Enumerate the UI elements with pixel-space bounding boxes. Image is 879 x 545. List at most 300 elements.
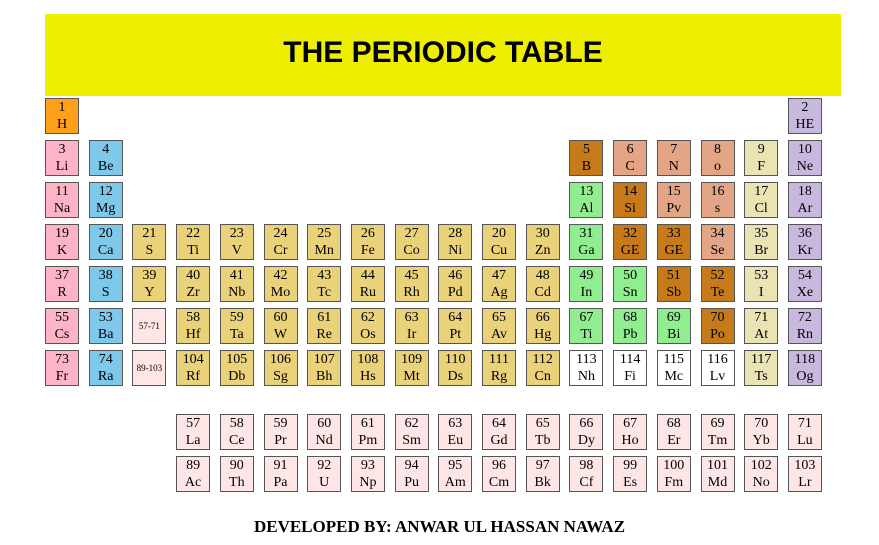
atomic-number: 23 — [229, 226, 244, 241]
element-symbol: Mc — [664, 369, 684, 384]
element-cell — [438, 308, 472, 344]
atomic-number: 62 — [360, 310, 375, 325]
element-cell — [788, 266, 822, 302]
element-symbol: Am — [444, 475, 466, 490]
element-cell — [176, 414, 210, 450]
element-symbol: o — [714, 159, 721, 174]
atomic-number: 2 — [801, 100, 809, 115]
element-symbol: Ir — [406, 327, 417, 342]
atomic-number: 106 — [270, 352, 291, 367]
element-cell — [220, 350, 254, 386]
element-symbol: Er — [667, 433, 681, 448]
element-cell — [438, 224, 472, 260]
element-cell — [351, 350, 385, 386]
element-cell — [744, 140, 778, 176]
atomic-number: 91 — [273, 458, 288, 473]
element-symbol: Hf — [185, 327, 201, 342]
element-symbol: s — [714, 201, 721, 216]
element-symbol: Y — [144, 285, 155, 300]
element-cell — [482, 414, 516, 450]
element-cell — [701, 266, 735, 302]
element-symbol: Eu — [447, 433, 464, 448]
element-symbol: Ne — [796, 159, 814, 174]
atomic-number: 15 — [666, 184, 681, 199]
element-cell — [220, 266, 254, 302]
atomic-number: 110 — [445, 352, 466, 367]
element-symbol: Rf — [186, 369, 201, 384]
element-cell — [307, 224, 341, 260]
element-symbol: Re — [316, 327, 332, 342]
element-symbol: U — [319, 475, 330, 490]
atomic-number: 26 — [360, 226, 375, 241]
element-symbol: Sm — [402, 433, 421, 448]
atomic-number: 1 — [58, 100, 66, 115]
atomic-number: 70 — [710, 310, 725, 325]
element-symbol: R — [57, 285, 67, 300]
element-cell — [132, 224, 166, 260]
element-symbol: At — [754, 327, 769, 342]
element-cell — [438, 414, 472, 450]
element-cell — [89, 140, 123, 176]
atomic-number: 92 — [317, 458, 332, 473]
element-symbol: Os — [360, 327, 376, 342]
element-cell — [395, 414, 429, 450]
element-symbol: Pa — [273, 475, 288, 490]
element-symbol: Ga — [578, 243, 595, 258]
element-symbol: Bi — [667, 327, 681, 342]
element-symbol: Ce — [229, 433, 245, 448]
element-cell — [744, 414, 778, 450]
element-symbol: Ru — [359, 285, 377, 300]
atomic-number: 38 — [98, 268, 113, 283]
element-symbol: Cf — [579, 475, 594, 490]
element-symbol: Db — [228, 369, 246, 384]
atomic-number: 59 — [229, 310, 244, 325]
atomic-number: 61 — [360, 416, 375, 431]
element-symbol: Rh — [403, 285, 420, 300]
element-cell — [613, 414, 647, 450]
element-symbol: Tb — [534, 433, 551, 448]
element-symbol: Ti — [580, 327, 593, 342]
element-symbol: Zr — [186, 285, 200, 300]
element-symbol: Np — [359, 475, 377, 490]
atomic-number: 89 — [186, 458, 201, 473]
page-title: THE PERIODIC TABLE — [283, 36, 603, 69]
atomic-number: 63 — [448, 416, 463, 431]
atomic-number: 39 — [142, 268, 157, 283]
element-cell — [569, 266, 603, 302]
element-cell — [395, 350, 429, 386]
element-cell — [613, 456, 647, 492]
element-symbol: Co — [403, 243, 420, 258]
element-symbol: Cl — [754, 201, 768, 216]
element-symbol: Ar — [797, 201, 813, 216]
atomic-number: 93 — [360, 458, 375, 473]
element-cell — [395, 266, 429, 302]
element-cell — [569, 350, 603, 386]
element-cell — [45, 350, 79, 386]
atomic-number: 44 — [360, 268, 375, 283]
element-symbol: Cu — [490, 243, 508, 258]
element-cell — [45, 308, 79, 344]
atomic-number: 5 — [582, 142, 590, 157]
element-symbol: HE — [795, 117, 815, 132]
element-cell — [569, 182, 603, 218]
element-cell — [657, 456, 691, 492]
element-cell — [307, 350, 341, 386]
element-cell — [307, 308, 341, 344]
element-symbol: Nh — [577, 369, 595, 384]
element-cell — [264, 224, 298, 260]
element-symbol: Md — [707, 475, 728, 490]
element-cell — [45, 182, 79, 218]
element-symbol: S — [101, 285, 110, 300]
atomic-number: 24 — [273, 226, 288, 241]
element-symbol: Sn — [622, 285, 638, 300]
atomic-number: 48 — [535, 268, 550, 283]
element-symbol: Bh — [316, 369, 333, 384]
element-cell — [89, 266, 123, 302]
element-cell — [482, 456, 516, 492]
atomic-number: 34 — [710, 226, 725, 241]
element-cell — [701, 308, 735, 344]
element-cell — [613, 350, 647, 386]
element-symbol: Ho — [621, 433, 639, 448]
element-cell — [45, 140, 79, 176]
atomic-number: 6 — [626, 142, 634, 157]
element-symbol: Be — [97, 159, 114, 174]
element-symbol: Fe — [360, 243, 375, 258]
element-symbol: Th — [229, 475, 245, 490]
atomic-number: 12 — [98, 184, 113, 199]
atomic-number: 60 — [273, 310, 288, 325]
element-symbol: S — [145, 243, 154, 258]
element-symbol: Ti — [187, 243, 200, 258]
element-cell — [482, 266, 516, 302]
element-symbol: W — [273, 327, 288, 342]
element-cell — [438, 350, 472, 386]
element-symbol: B — [581, 159, 592, 174]
developer-credit: DEVELOPED BY: ANWAR UL HASSAN NAWAZ — [253, 517, 626, 536]
element-cell — [526, 224, 560, 260]
element-cell — [744, 224, 778, 260]
element-cell — [220, 308, 254, 344]
atomic-number: 10 — [797, 142, 812, 157]
element-symbol: Mo — [270, 285, 291, 300]
atomic-number: 43 — [317, 268, 332, 283]
element-cell — [395, 308, 429, 344]
element-symbol: Hg — [534, 327, 552, 342]
element-symbol: Nd — [315, 433, 333, 448]
element-symbol: Ra — [97, 369, 114, 384]
atomic-number: 50 — [623, 268, 638, 283]
element-symbol: Zn — [534, 243, 551, 258]
element-cell — [482, 350, 516, 386]
atomic-number: 104 — [182, 352, 204, 367]
atomic-number: 61 — [317, 310, 332, 325]
atomic-number: 95 — [448, 458, 463, 473]
atomic-number: 19 — [55, 226, 69, 241]
element-cell — [569, 456, 603, 492]
element-symbol: Mg — [95, 201, 116, 216]
element-cell — [307, 414, 341, 450]
element-cell — [657, 308, 691, 344]
atomic-number: 8 — [714, 142, 721, 157]
element-cell — [45, 224, 79, 260]
element-cell — [701, 182, 735, 218]
element-cell — [89, 350, 123, 386]
element-cell — [132, 266, 166, 302]
atomic-number: 20 — [98, 226, 113, 241]
atomic-number: 71 — [754, 310, 769, 325]
atomic-number: 108 — [357, 352, 379, 367]
element-symbol: Nb — [228, 285, 246, 300]
atomic-number: 32 — [623, 226, 638, 241]
element-cell — [89, 224, 123, 260]
element-symbol: Lr — [798, 475, 812, 490]
atomic-number: 31 — [579, 226, 594, 241]
element-symbol: Dy — [577, 433, 595, 448]
atomic-number: 14 — [623, 184, 638, 199]
element-symbol: Pu — [404, 475, 419, 490]
atomic-number: 37 — [55, 268, 69, 283]
atomic-number: 64 — [448, 310, 463, 325]
element-cell — [744, 266, 778, 302]
atomic-number: 66 — [579, 416, 594, 431]
element-cell — [45, 266, 79, 302]
atomic-number: 4 — [102, 142, 110, 157]
element-cell — [176, 456, 210, 492]
element-symbol: Ni — [448, 243, 463, 258]
series-placeholder-cell — [132, 308, 166, 344]
element-cell — [569, 140, 603, 176]
element-symbol: Fm — [664, 475, 684, 490]
element-symbol: Se — [710, 243, 725, 258]
element-symbol: Pm — [358, 433, 378, 448]
element-symbol: La — [185, 433, 201, 448]
element-cell — [482, 308, 516, 344]
element-symbol: Sb — [666, 285, 682, 300]
element-cell — [526, 456, 560, 492]
element-cell — [701, 140, 735, 176]
atomic-number: 94 — [404, 458, 419, 473]
element-cell — [613, 182, 647, 218]
atomic-number: 69 — [666, 310, 681, 325]
atomic-number: 113 — [576, 352, 597, 367]
element-cell — [45, 98, 79, 134]
element-cell — [307, 456, 341, 492]
atomic-number: 58 — [186, 310, 201, 325]
atomic-number: 17 — [754, 184, 769, 199]
atomic-number: 116 — [707, 352, 728, 367]
element-symbol: Gd — [490, 433, 508, 448]
element-cell — [657, 350, 691, 386]
atomic-number: 53 — [98, 310, 113, 325]
series-range-label: 57-71 — [138, 321, 160, 331]
atomic-number: 49 — [579, 268, 594, 283]
atomic-number: 115 — [663, 352, 685, 367]
atomic-number: 20 — [492, 226, 506, 241]
element-symbol: Pr — [274, 433, 287, 448]
element-symbol: Cm — [488, 475, 510, 490]
element-cell — [176, 350, 210, 386]
atomic-number: 28 — [448, 226, 463, 241]
atomic-number: 73 — [55, 352, 69, 367]
atomic-number: 18 — [797, 184, 812, 199]
element-symbol: Lv — [709, 369, 726, 384]
element-symbol: Av — [490, 327, 508, 342]
element-symbol: Br — [754, 243, 769, 258]
element-cell — [701, 414, 735, 450]
element-symbol: Cn — [534, 369, 551, 384]
element-cell — [395, 456, 429, 492]
atomic-number: 41 — [229, 268, 244, 283]
atomic-number: 27 — [404, 226, 419, 241]
element-symbol: Pd — [447, 285, 463, 300]
element-symbol: Bk — [534, 475, 551, 490]
atomic-number: 67 — [579, 310, 594, 325]
element-cell — [788, 140, 822, 176]
element-symbol: Pt — [449, 327, 462, 342]
element-symbol: Pb — [622, 327, 638, 342]
element-symbol: Te — [710, 285, 725, 300]
element-symbol: Xe — [796, 285, 814, 300]
element-symbol: Al — [579, 201, 594, 216]
atomic-number: 103 — [794, 458, 816, 473]
element-symbol: Ds — [447, 369, 464, 384]
element-symbol: Mt — [403, 369, 420, 384]
element-cell — [351, 456, 385, 492]
element-cell — [788, 308, 822, 344]
atomic-number: 33 — [666, 226, 681, 241]
element-cell — [744, 308, 778, 344]
atomic-number: 58 — [229, 416, 244, 431]
element-symbol: Cd — [534, 285, 551, 300]
element-cell — [657, 224, 691, 260]
element-cell — [176, 308, 210, 344]
element-cell — [482, 224, 516, 260]
element-symbol: In — [580, 285, 593, 300]
atomic-number: 99 — [623, 458, 638, 473]
element-symbol: Ta — [229, 327, 244, 342]
element-symbol: GE — [664, 243, 684, 258]
element-symbol: Cs — [54, 327, 70, 342]
element-symbol: Kr — [797, 243, 813, 258]
element-cell — [613, 266, 647, 302]
element-cell — [657, 140, 691, 176]
atomic-number: 9 — [757, 142, 765, 157]
atomic-number: 25 — [317, 226, 332, 241]
element-symbol: Mn — [314, 243, 334, 258]
element-cell — [395, 224, 429, 260]
atomic-number: 62 — [404, 416, 419, 431]
element-cell — [569, 308, 603, 344]
element-cell — [264, 350, 298, 386]
atomic-number: 21 — [142, 226, 157, 241]
element-symbol: F — [757, 159, 766, 174]
element-cell — [351, 224, 385, 260]
element-cell — [657, 414, 691, 450]
element-cell — [788, 98, 822, 134]
element-cell — [526, 350, 560, 386]
atomic-number: 16 — [710, 184, 725, 199]
atomic-number: 3 — [58, 142, 66, 157]
element-cell — [613, 308, 647, 344]
element-cell — [438, 456, 472, 492]
element-symbol: Si — [624, 201, 636, 216]
atomic-number: 68 — [623, 310, 638, 325]
atomic-number: 51 — [666, 268, 681, 283]
atomic-number: 98 — [579, 458, 594, 473]
element-cell — [176, 266, 210, 302]
element-cell — [788, 456, 822, 492]
atomic-number: 63 — [404, 310, 419, 325]
atomic-number: 101 — [707, 458, 728, 473]
element-symbol: Es — [623, 475, 638, 490]
element-symbol: Tm — [707, 433, 728, 448]
element-symbol: I — [758, 285, 764, 300]
element-symbol: No — [752, 475, 770, 490]
element-symbol: Lu — [797, 433, 813, 448]
element-cell — [701, 456, 735, 492]
atomic-number: 13 — [579, 184, 594, 199]
atomic-number: 64 — [492, 416, 506, 431]
element-cell — [264, 414, 298, 450]
element-cell — [526, 414, 560, 450]
element-symbol: Rn — [796, 327, 814, 342]
element-cell — [569, 224, 603, 260]
atomic-number: 74 — [98, 352, 113, 367]
atomic-number: 112 — [532, 352, 553, 367]
atomic-number: 114 — [619, 352, 641, 367]
element-cell — [220, 224, 254, 260]
atomic-number: 71 — [797, 416, 812, 431]
atomic-number: 40 — [186, 268, 201, 283]
atomic-number: 11 — [55, 184, 69, 199]
element-cell — [264, 456, 298, 492]
atomic-number: 60 — [317, 416, 332, 431]
element-symbol: Pv — [666, 201, 682, 216]
atomic-number: 67 — [623, 416, 638, 431]
element-symbol: C — [625, 159, 635, 174]
element-cell — [788, 350, 822, 386]
series-range-label: 89-103 — [136, 363, 163, 373]
element-cell — [701, 224, 735, 260]
element-cell — [788, 414, 822, 450]
element-symbol: H — [56, 117, 68, 132]
element-symbol: Og — [796, 369, 814, 384]
element-symbol: Li — [55, 159, 69, 174]
element-symbol: N — [668, 159, 679, 174]
element-symbol: Fr — [55, 369, 69, 384]
atomic-number: 7 — [670, 142, 678, 157]
element-symbol: Ba — [97, 327, 114, 342]
atomic-number: 118 — [794, 352, 816, 367]
atomic-number: 30 — [535, 226, 550, 241]
atomic-number: 59 — [273, 416, 288, 431]
element-symbol: Ac — [184, 475, 202, 490]
element-cell — [351, 414, 385, 450]
element-symbol: GE — [620, 243, 640, 258]
element-symbol: Ts — [754, 369, 768, 384]
element-symbol: Tc — [317, 285, 332, 300]
element-cell — [788, 182, 822, 218]
element-cell — [657, 266, 691, 302]
element-cell — [438, 266, 472, 302]
atomic-number: 35 — [754, 226, 769, 241]
atomic-number: 65 — [492, 310, 506, 325]
element-symbol: Na — [53, 201, 71, 216]
